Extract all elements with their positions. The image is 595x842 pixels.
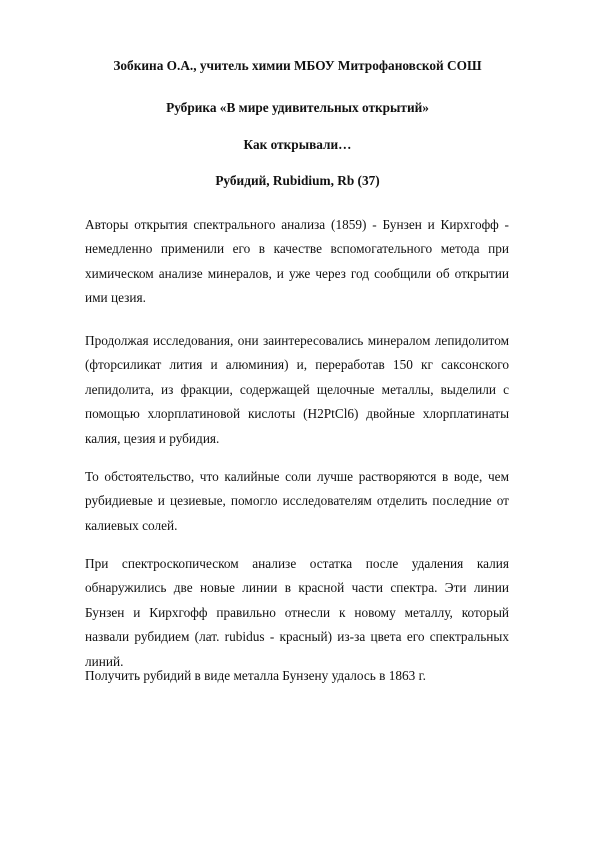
rubric-line: Рубрика «В мире удивительных открытий» [166,100,429,115]
paragraph-1: Авторы открытия спектрального анализа (1859) - Бунзен и Кирхгофф - немедленно применили его в качестве вспомогательного метода при химическом анализе минералов, и уже через год сообщили об открытии ими цезия. [85,217,509,306]
paragraph-5: Получить рубидий в виде металла Бунзену удалось в 1863 г. [85,668,426,683]
paragraph-2: Продолжая исследования, они заинтересовались минералом лепидолитом (фторсиликат лития и алюминия) и, переработав 150 кг саксонского лепидолита, из фракции, содержащей щелочные металлы, выделили с помощью хлорплатиновой кислоты (H2PtCl6) двойные хлорплатинаты калия, цезия и рубидия. [85,333,509,446]
section-line: Как открывали… [243,137,352,152]
paragraph-3: То обстоятельство, что калийные соли лучше растворяются в воде, чем рубидиевые и цезиевые, помогло исследователям отделить последние от калиевых солей. [85,469,509,533]
page-title: Рубидий, Rubidium, Rb (37) [215,173,380,188]
author-line: Зобкина О.А., учитель химии МБОУ Митрофановской СОШ [113,58,482,73]
paragraph-4: При спектроскопическом анализе остатка после удаления калия обнаружились две новые линии в красной части спектра. Эти линии Бунзен и Кирхгофф правильно отнесли к новому металлу, который назвали рубидием (лат. rubidus - красный) из-за цвета его спектральных линий. [85,556,509,669]
